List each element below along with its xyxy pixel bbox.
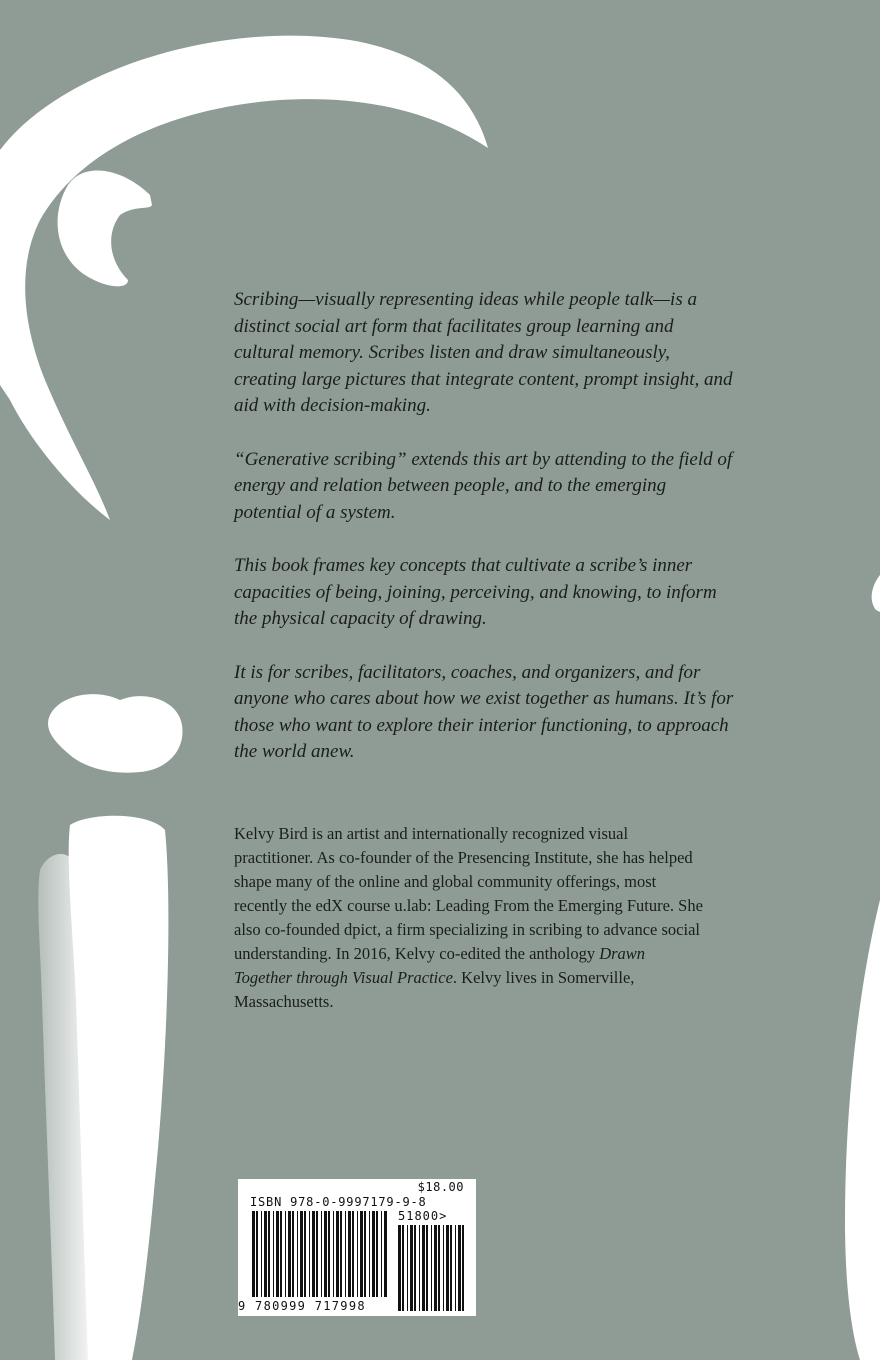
bio-text-start: Kelvy Bird is an artist and internationally recognized visual practitioner. As co-founder of the Presencing Institute, she has helped shape many of the online and global community offerings, most recently the edX course u.lab: Leading From the Emerging Future. She also co-founded dpict, a firm specializing in scribing to advance social understanding. In 2016, Kelvy co-edited the anthology (234, 824, 703, 963)
right-edge-stroke (845, 900, 880, 1360)
addon-code: 51800> (398, 1209, 448, 1223)
isbn-barcode (238, 1179, 476, 1316)
back-cover-blurb (234, 287, 734, 793)
barcode-digits: 9 780999 717998 (238, 1299, 366, 1313)
blurb-paragraph-3: This book frames key concepts that cultivate a scribe’s inner capacities of being, joining, perceiving, and knowing, to inform the physical capacity of drawing. (234, 555, 717, 629)
right-edge-small (872, 575, 880, 612)
blurb-paragraph-1: Scribing—visually representing ideas while people talk—is a distinct social art form that facilitates group learning and cultural memory. Scribes listen and draw simultaneously, creating large pictures that integrate content, prompt insight, and aid with decision-making. (234, 289, 733, 416)
blob-stroke (48, 694, 182, 773)
blurb-paragraph-2: “Generative scribing” extends this art by attending to the field of energy and relation between people, and to the emerging potential of a system. (234, 448, 733, 523)
anthology-title: Drawn Together through Visual Practice (234, 944, 646, 987)
comma-stroke (58, 171, 152, 287)
author-bio (234, 822, 704, 1014)
isbn-label: ISBN 978-0-9997179-9-8 (250, 1195, 427, 1209)
bio-text-end: . Kelvy lives in Somerville, Massachusetts. (234, 968, 635, 1011)
price-label: $18.00 (417, 1180, 464, 1194)
blurb-paragraph-4: It is for scribes, facilitators, coaches, and organizers, and for anyone who cares about how we exist together as humans. It’s for those who want to explore their interior functioning, to approach the world anew. (234, 661, 734, 762)
